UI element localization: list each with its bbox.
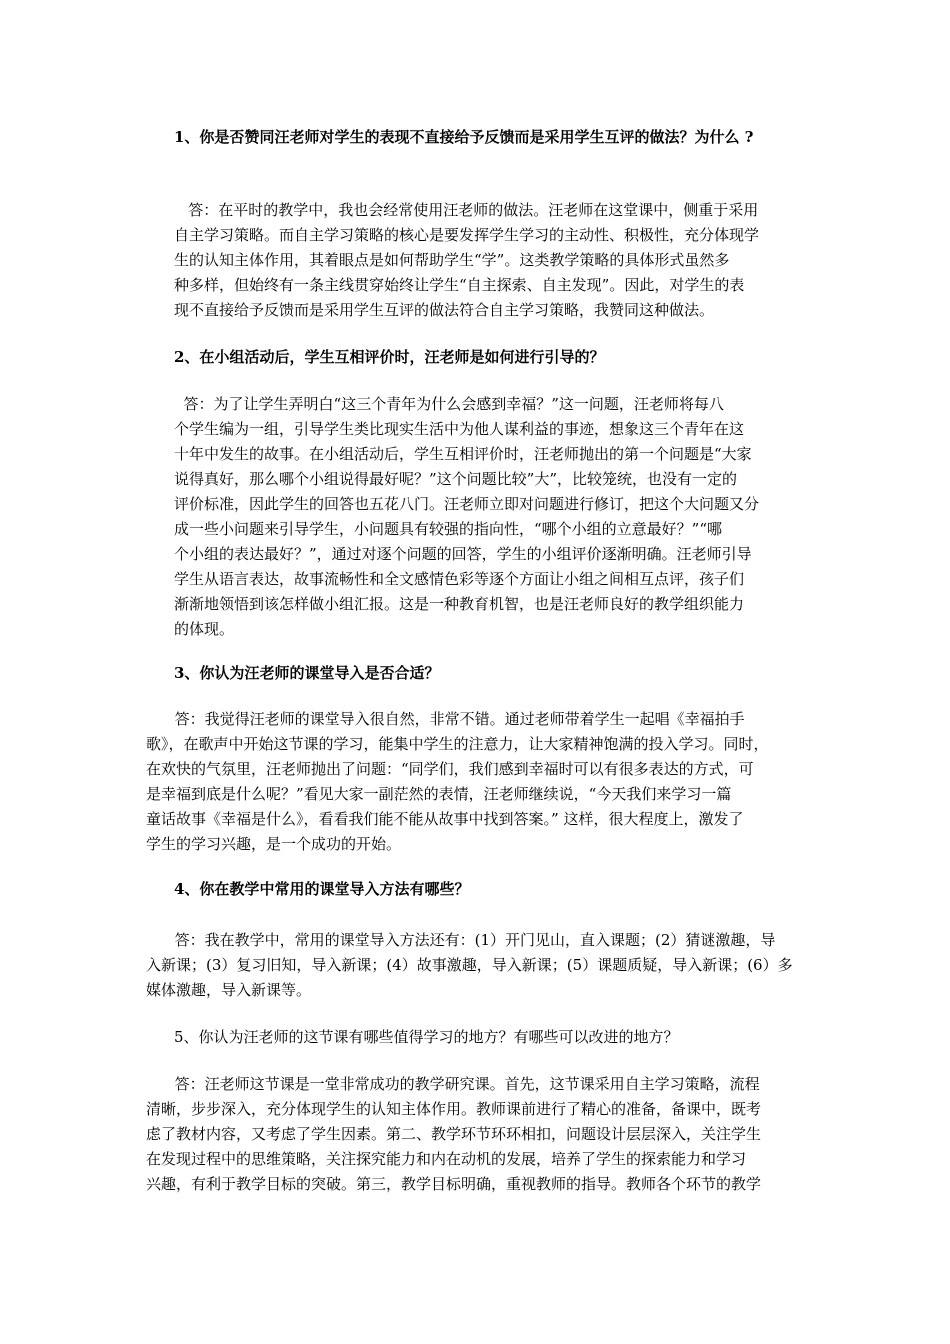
answer-5-line: 虑了教材内容，又考虑了学生因素。第二、教学环节环环相扣，问题设计层层深入，关注学生 [146, 1125, 762, 1143]
answer-2-line: 十年中发生的故事。在小组活动后，学生互相评价时，汪老师抛出的第一个问题是“大家 [174, 445, 752, 463]
question-1: 1、你是否赞同汪老师对学生的表现不直接给予反馈而是采用学生互评的做法？为什么 ? [174, 128, 754, 146]
answer-4-line: 答：我在教学中，常用的课堂导入方法还有：(1）开门见山，直入课题；(2）猜谜激趣，导 [146, 931, 776, 949]
answer-1-line: 现不直接给予反馈而是采用学生互评的做法符合自主学习策略，我赞同这种做法。 [174, 301, 715, 319]
answer-3-line: 在欢快的气氛里，汪老师抛出了问题：“同学们，我们感到幸福时可以有很多表达的方式，可 [146, 760, 754, 778]
answer-1 [174, 198, 814, 323]
answer-2-line: 成一些小问题来引导学生，小问题具有较强的指向性，“哪个小组的立意最好？”“哪 [174, 520, 723, 538]
answer-3-line: 学生的学习兴趣，是一个成功的开始。 [146, 835, 402, 853]
answer-2-line: 评价标准，因此学生的回答也五花八门。汪老师立即对问题进行修订，把这个大问题又分 [174, 495, 760, 513]
answer-2-line: 的体现。 [174, 620, 235, 638]
answer-2-line: 渐渐地领悟到该怎样做小组汇报。这是一种教育机智，也是汪老师良好的教学组织能力 [174, 595, 745, 613]
answer-4-line: 媒体激趣，导入新课等。 [146, 981, 312, 999]
question-3: 3、你认为汪老师的课堂导入是否合适？ [174, 664, 440, 682]
answer-3-line: 答：我觉得汪老师的课堂导入很自然，非常不错。通过老师带着学生一起唱《幸福拍手 [146, 710, 745, 728]
answer-2-line: 学生从语言表达，故事流畅性和全文感情色彩等逐个方面让小组之间相互点评，孩子们 [174, 570, 745, 588]
answer-2-line: 个学生编为一组，引导学生类比现实生活中为他人谋利益的事迹，想象这三个青年在这 [174, 420, 745, 438]
answer-3 [146, 707, 814, 857]
answer-2 [174, 392, 814, 642]
answer-1-line: 答：在平时的教学中，我也会经常使用汪老师的做法。汪老师在这堂课中，侧重于采用 [174, 201, 759, 219]
answer-4-line: 入新课；(3）复习旧知，导入新课；(4）故事激趣，导入新课；(5）课题质疑，导入新课；(6）多 [146, 956, 793, 974]
question-5: 5、你认为汪老师的这节课有哪些值得学习的地方？有哪些可以改进的地方？ [174, 1028, 679, 1046]
answer-2-line: 个小组的表达最好？”，通过对逐个问题的回答，学生的小组评价逐渐明确。汪老师引导 [174, 545, 752, 563]
answer-2-line: 答：为了让学生弄明白“这三个青年为什么会感到幸福？”这一问题，汪老师将每八 [174, 395, 724, 413]
answer-5-line: 兴趣，有利于教学目标的突破。第三，教学目标明确，重视教师的指导。教师各个环节的教学 [146, 1175, 762, 1193]
question-2: 2、在小组活动后，学生互相评价时，汪老师是如何进行引导的？ [174, 348, 605, 366]
answer-1-line: 自主学习策略。而自主学习策略的核心是要发挥学生学习的主动性、积极性，充分体现学 [174, 226, 760, 244]
answer-3-line: 是幸福到底是什么呢？”看见大家一副茫然的表情，汪老师继续说，“今天我们来学习一篇 [146, 785, 732, 803]
answer-1-line: 生的认知主体作用，其着眼点是如何帮助学生“学”。这类教学策略的具体形式虽然多 [174, 251, 730, 269]
answer-1-line: 种多样，但始终有一条主线贯穿始终让学生“自主探索、自主发现”。因此，对学生的表 [174, 276, 745, 294]
answer-2-line: 说得真好，那么哪个小组说得最好呢？”这个问题比较”大”，比较笼统，也没有一定的 [174, 470, 738, 488]
question-4: 4、你在教学中常用的课堂导入方法有哪些？ [174, 880, 470, 898]
answer-5-line: 清晰，步步深入，充分体现学生的认知主体作用。教师课前进行了精心的准备，备课中，既考 [146, 1100, 762, 1118]
answer-5-line: 在发现过程中的思维策略，关注探究能力和内在动机的发展，培养了学生的探索能力和学习 [146, 1150, 747, 1168]
answer-5 [146, 1072, 814, 1197]
answer-3-line: 童话故事《幸福是什么》，看看我们能不能从故事中找到答案。” 这样，很大程度上，激发了 [146, 810, 744, 828]
answer-3-line: 歌》，在歌声中开始这节课的学习，能集中学生的注意力，让大家精神饱满的投入学习。同时， [146, 735, 769, 753]
answer-4 [146, 928, 814, 1003]
answer-5-line: 答：汪老师这节课是一堂非常成功的教学研究课。首先，这节课采用自主学习策略，流程 [146, 1075, 760, 1093]
